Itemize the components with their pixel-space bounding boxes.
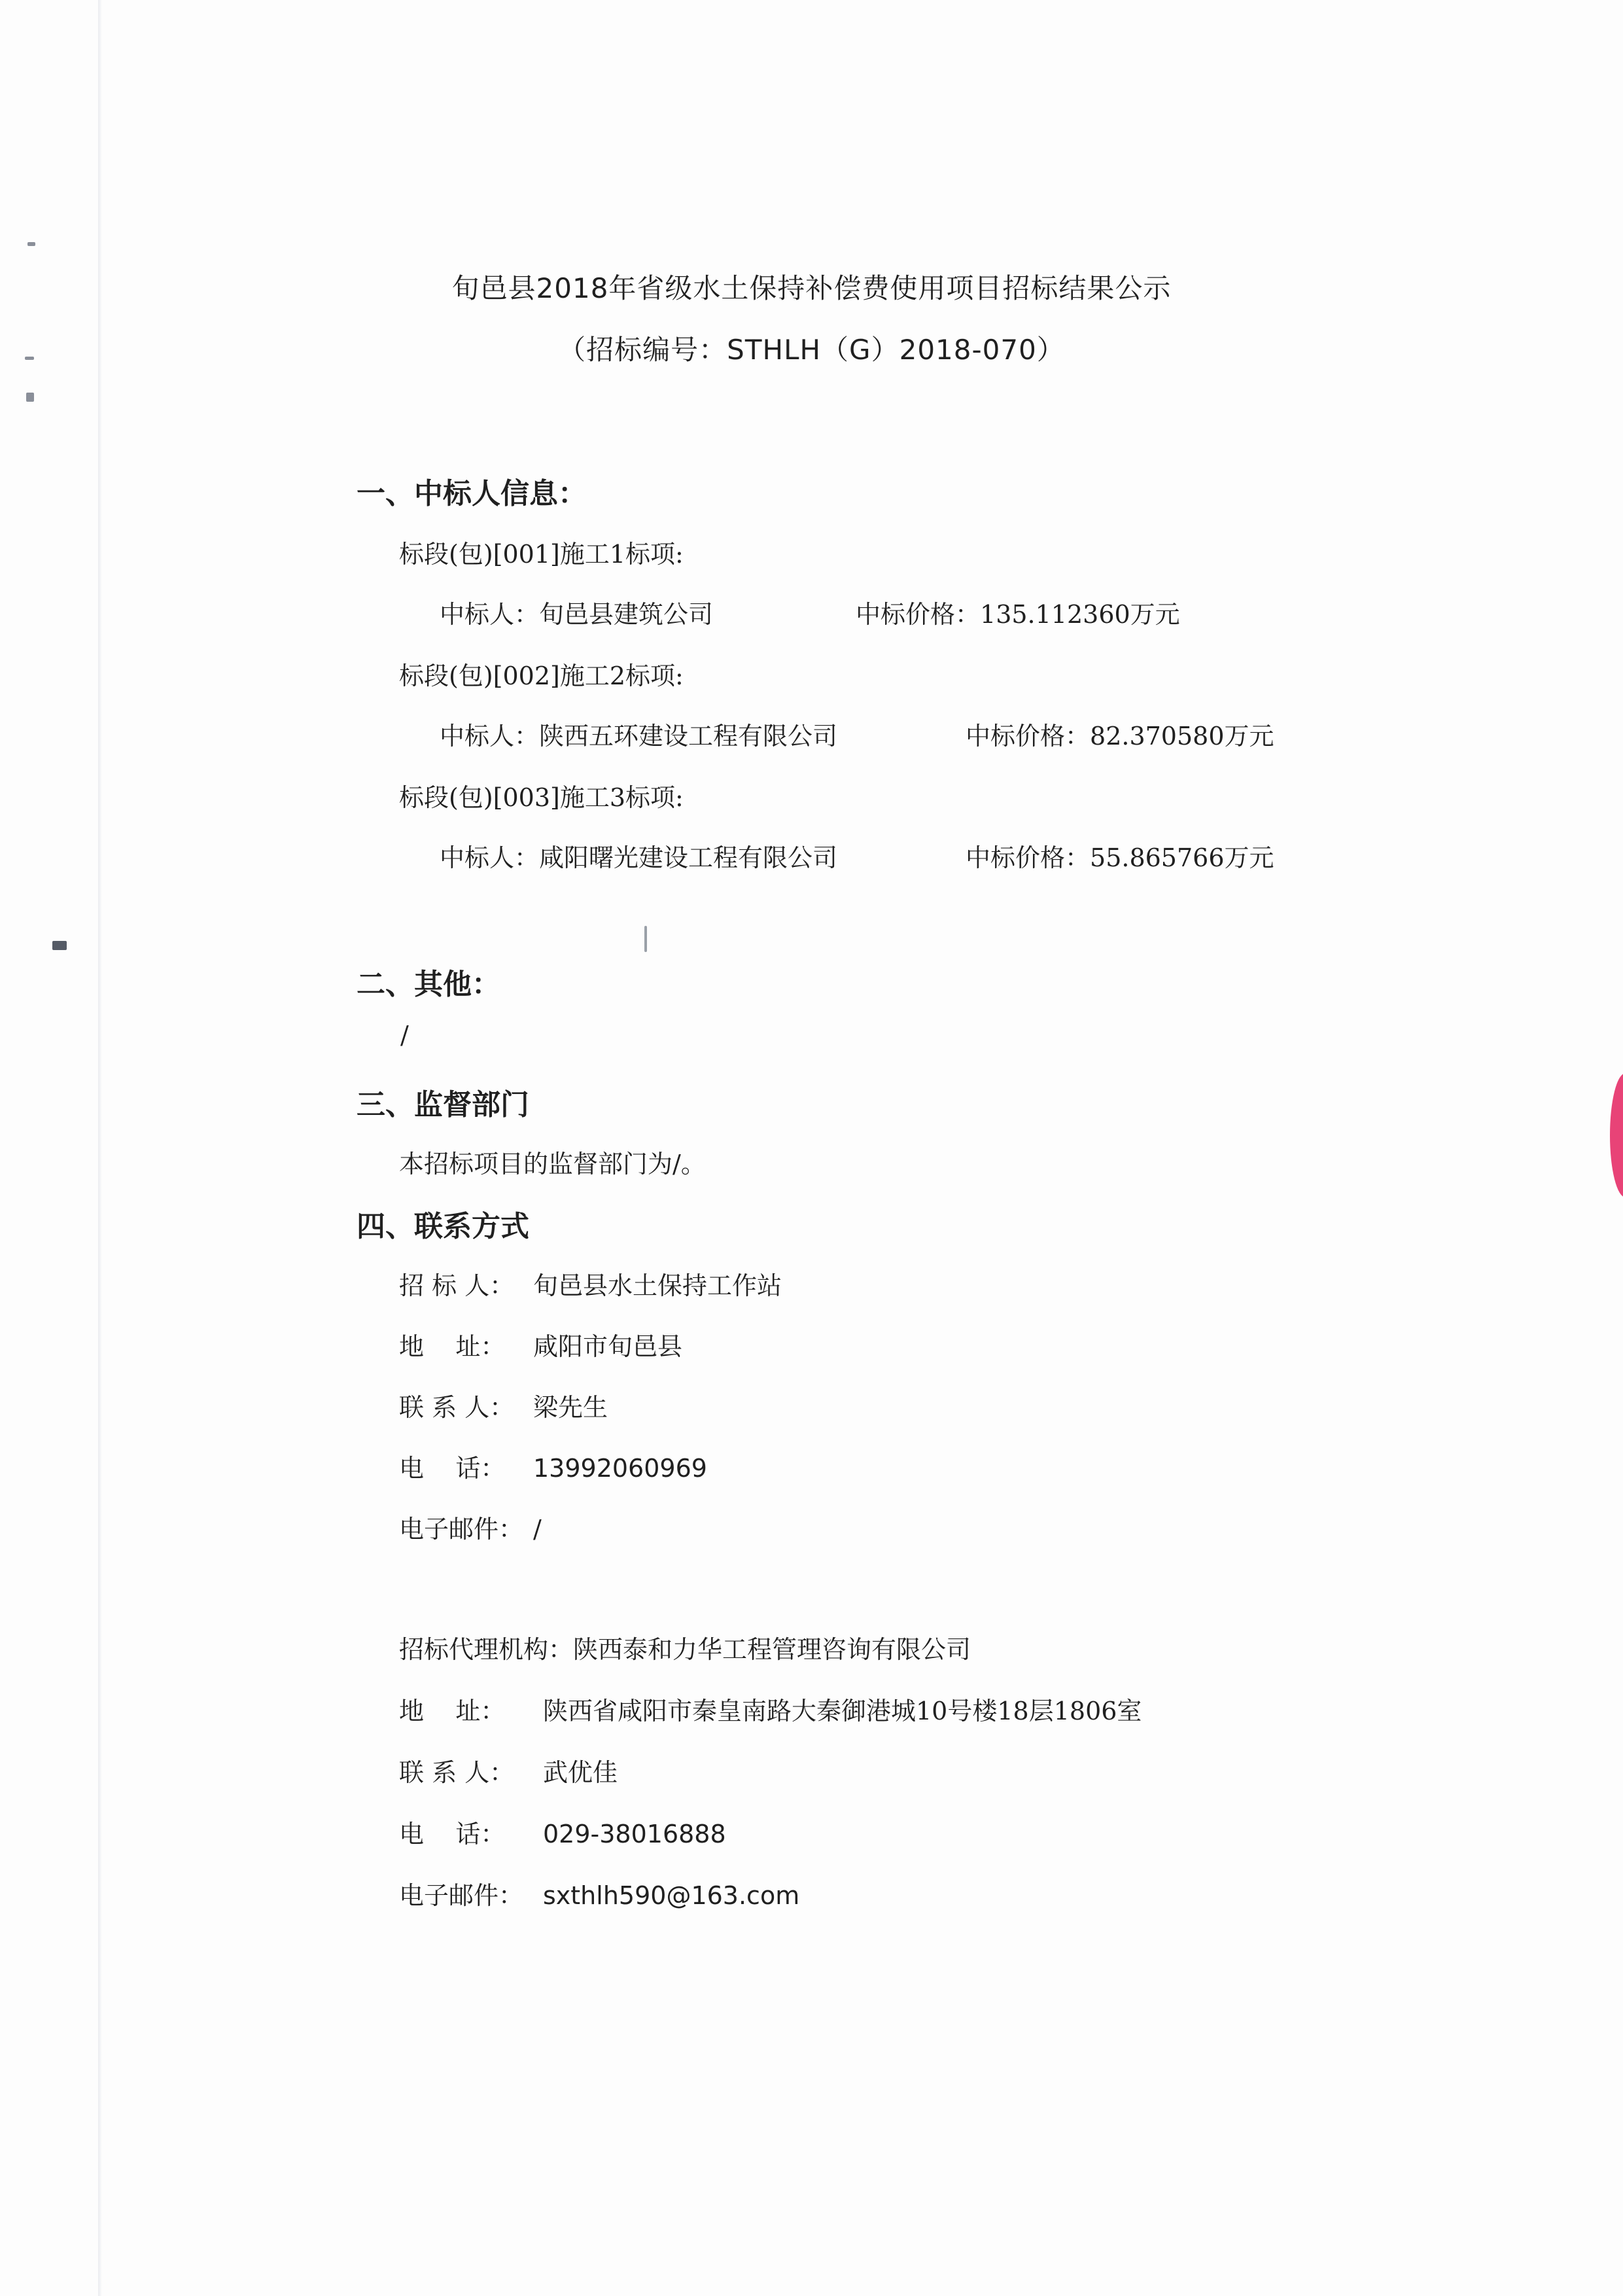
section1-heading: 一、中标人信息： — [357, 477, 587, 510]
scan-speck — [26, 393, 34, 402]
lot1-price-label: 中标价格： — [856, 600, 981, 629]
scan-speck — [52, 941, 67, 950]
lot3-price-label: 中标价格： — [966, 843, 1091, 872]
document-subtitle: （招标编号：STHLH（G）2018-070） — [558, 334, 1065, 366]
agency-name: 陕西泰和力华工程管理咨询有限公司 — [573, 1635, 971, 1664]
section2-content: / — [400, 1021, 409, 1050]
lot1-price-value: 135.112360万元 — [980, 600, 1180, 629]
lot1-price — [856, 594, 1180, 630]
agency-address-label: 地 址： — [399, 1697, 506, 1725]
tenderer-phone-row — [399, 1448, 707, 1484]
tenderer-contact-label: 联 系 人： — [399, 1393, 515, 1422]
agency-name-label: 招标代理机构： — [399, 1635, 574, 1664]
agency-address-row — [399, 1691, 1142, 1727]
scan-speck — [644, 926, 647, 952]
agency-contact: 武优佳 — [543, 1758, 618, 1787]
tenderer-phone: 13992060969 — [533, 1454, 707, 1483]
section2-heading: 二、其他： — [357, 968, 500, 1001]
document-title: 旬邑县2018年省级水土保持补偿费使用项目招标结果公示 — [451, 272, 1172, 304]
lot2-price — [966, 716, 1274, 752]
agency-phone-row — [399, 1814, 726, 1850]
agency-phone-label: 电 话： — [399, 1820, 506, 1848]
tenderer-address-label: 地 址： — [399, 1332, 506, 1361]
lot3-price-value: 55.865766万元 — [1090, 843, 1274, 872]
lot3-price — [966, 838, 1274, 874]
agency-email: sxthlh590@163.com — [543, 1881, 800, 1910]
tenderer-name: 旬邑县水土保持工作站 — [533, 1271, 782, 1300]
lot1-winner-label: 中标人： — [440, 600, 540, 629]
tenderer-name-label: 招 标 人： — [399, 1271, 515, 1300]
lot1-label: 标段(包)[001]施工1标项: — [399, 540, 684, 569]
agency-address: 陕西省咸阳市秦皇南路大秦御港城10号楼18层1806室 — [543, 1697, 1142, 1725]
tenderer-contact-row — [399, 1387, 608, 1423]
lot3-winner — [440, 838, 837, 874]
lot2-winner-label: 中标人： — [440, 722, 540, 751]
tenderer-name-row — [399, 1265, 782, 1301]
agency-contact-row — [399, 1752, 618, 1788]
tenderer-address: 咸阳市旬邑县 — [533, 1332, 683, 1361]
agency-email-row — [399, 1875, 799, 1911]
lot3-label: 标段(包)[003]施工3标项: — [399, 783, 684, 812]
lot1-winner-name: 旬邑县建筑公司 — [539, 600, 714, 629]
lot2-label: 标段(包)[002]施工2标项: — [399, 662, 684, 690]
tenderer-email: / — [533, 1515, 542, 1544]
lot3-winner-label: 中标人： — [440, 843, 540, 872]
tenderer-email-row — [399, 1509, 542, 1545]
tenderer-phone-label: 电 话： — [399, 1454, 506, 1483]
lot2-price-value: 82.370580万元 — [1090, 722, 1274, 751]
agency-email-label: 电子邮件： — [399, 1881, 524, 1910]
section3-content: 本招标项目的监督部门为/。 — [399, 1150, 706, 1178]
lot3-winner-name: 咸阳曙光建设工程有限公司 — [539, 843, 838, 872]
agency-name-row — [399, 1629, 971, 1665]
edge-stain — [1610, 1073, 1623, 1197]
lot2-price-label: 中标价格： — [966, 722, 1091, 751]
tenderer-contact: 梁先生 — [533, 1393, 608, 1422]
tenderer-address-row — [399, 1326, 682, 1362]
lot2-winner-name: 陕西五环建设工程有限公司 — [539, 722, 838, 751]
section4-heading: 四、联系方式 — [357, 1210, 529, 1243]
scan-speck — [27, 242, 35, 246]
agency-contact-label: 联 系 人： — [399, 1758, 515, 1787]
agency-phone: 029-38016888 — [543, 1820, 726, 1848]
lot1-winner — [440, 594, 713, 630]
lot2-winner — [440, 716, 837, 752]
tenderer-email-label: 电子邮件： — [399, 1515, 524, 1544]
section3-heading: 三、监督部门 — [357, 1088, 529, 1122]
